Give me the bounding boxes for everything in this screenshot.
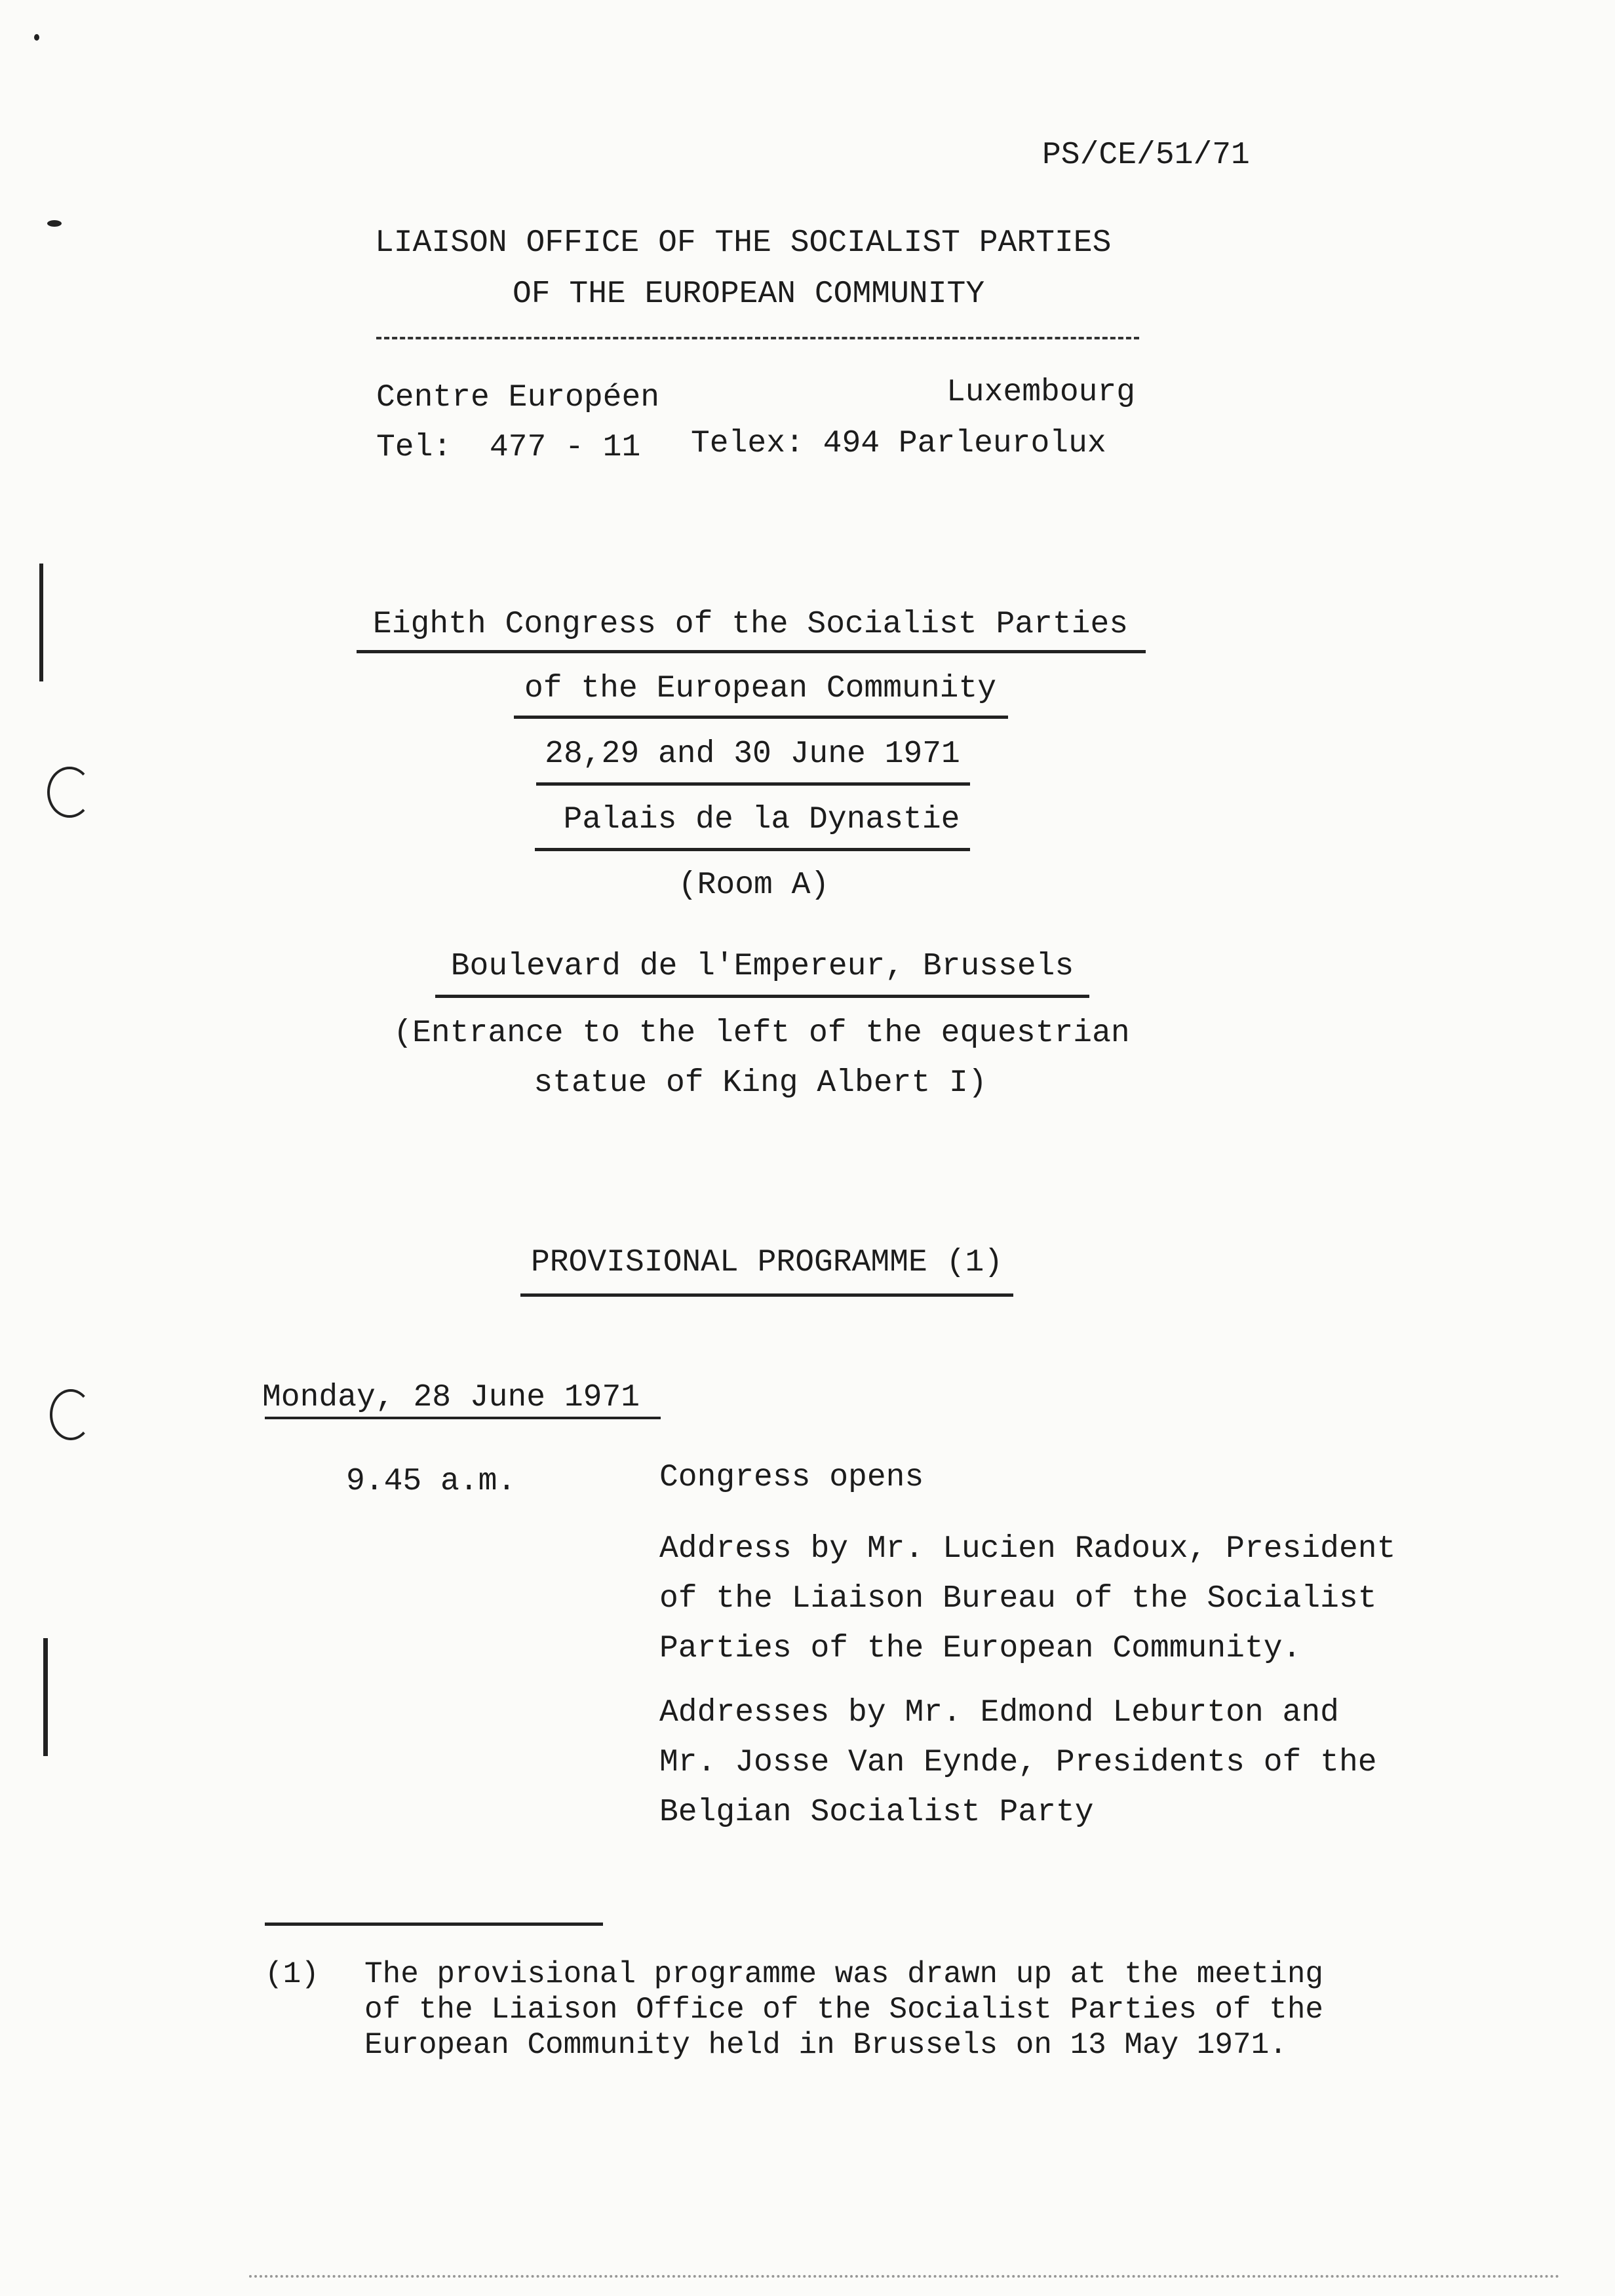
programme-item: Congress opens (659, 1460, 924, 1495)
underline (265, 1417, 661, 1419)
footnote-text: The provisional programme was drawn up at the meeting of the Liaison Office of the Socialist Parties of the European Community held in Brussels on 13 May 1971. (364, 1957, 1324, 2062)
congress-dates: 28,29 and 30 June 1971 (545, 737, 960, 772)
programme-item: Address by Mr. Lucien Radoux, President of the Liaison Bureau of the Socialist Parties of the European Community. (659, 1531, 1396, 1666)
office-name-line2: OF THE EUROPEAN COMMUNITY (513, 277, 985, 312)
scan-mark (39, 564, 43, 681)
city-name: Luxembourg (946, 375, 1136, 410)
congress-venue: Palais de la Dynastie (563, 802, 960, 837)
footnote-marker: (1) (265, 1957, 319, 1991)
underline (536, 782, 970, 786)
congress-room: (Room A) (678, 868, 830, 903)
underline (514, 716, 1008, 719)
entrance-note-line1: (Entrance to the left of the equestrian (393, 1016, 1130, 1051)
punch-hole-mark (50, 1389, 92, 1440)
entrance-note-line2: statue of King Albert I) (534, 1065, 987, 1101)
scan-mark (43, 1638, 48, 1756)
footnote-rule (265, 1923, 603, 1926)
letterhead-divider (376, 337, 1139, 339)
document-reference: PS/CE/51/71 (1042, 138, 1250, 173)
programme-title: PROVISIONAL PROGRAMME (1) (530, 1245, 1003, 1280)
session-time: 9.45 a.m. (346, 1464, 516, 1499)
scan-noise (249, 2275, 1560, 2282)
congress-title-line1: Eighth Congress of the Socialist Parties (372, 607, 1129, 642)
underline (435, 995, 1089, 998)
telex-number: Telex: 494 Parleurolux (691, 426, 1106, 461)
telephone-number: Tel: 477 - 11 (376, 430, 641, 465)
congress-title-line2: of the European Community (524, 671, 997, 706)
centre-name: Centre Européen (376, 380, 660, 415)
programme-item: Addresses by Mr. Edmond Leburton and Mr. Josse Van Eynde, Presidents of the Belgian Socialist Party (659, 1695, 1377, 1830)
congress-address: Boulevard de l'Empereur, Brussels (450, 949, 1074, 984)
office-name-line1: LIAISON OFFICE OF THE SOCIALIST PARTIES (375, 225, 1112, 261)
scan-mark (34, 34, 39, 41)
underline (520, 1293, 1013, 1297)
scan-mark (47, 220, 62, 227)
punch-hole-mark (47, 767, 92, 818)
underline (357, 650, 1146, 653)
underline (535, 848, 970, 851)
day-heading: Monday, 28 June 1971 (262, 1380, 640, 1415)
